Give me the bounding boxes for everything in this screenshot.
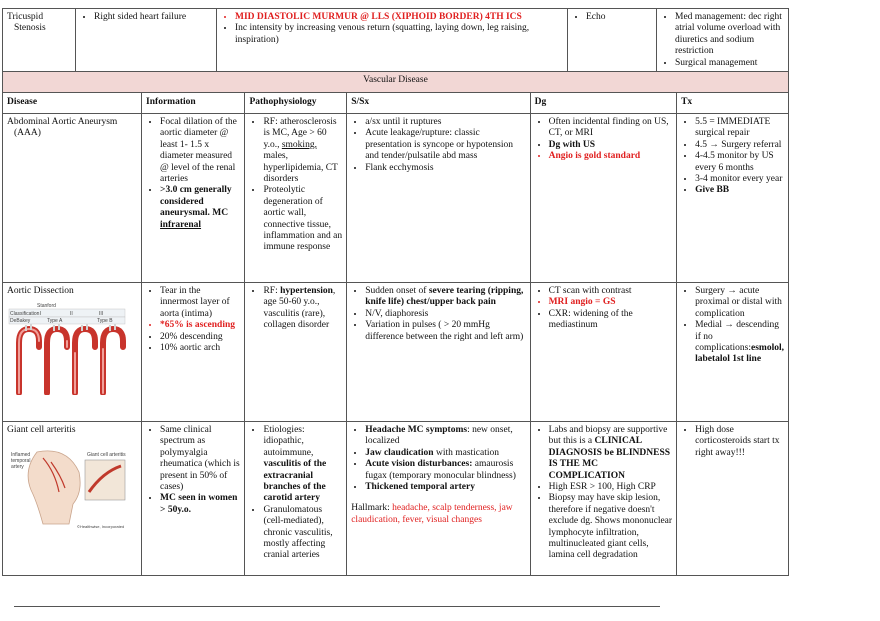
stanford-label: Stanford (37, 303, 56, 310)
dg-cell (530, 422, 676, 576)
debakey-label: DeBakey (10, 318, 31, 325)
dg-text: Labs and biopsy are supportive but this is a (548, 425, 668, 447)
tx-cell (677, 283, 789, 422)
disease-cell (3, 422, 142, 576)
list-item (263, 117, 342, 185)
path-text: RF: (263, 286, 278, 296)
disease-name: Giant cell arteritis (7, 425, 76, 435)
table-row (3, 114, 789, 283)
section-banner-row (3, 72, 789, 93)
type-i-label: I (40, 311, 42, 318)
sx-text: amaurosis fugax (temporary monocular blindness) (365, 459, 516, 481)
header-sx: S/Sx (347, 93, 530, 114)
table-row (3, 422, 789, 576)
path-text: males, hyperlipidemia, CT disorders (263, 151, 338, 184)
list-item: • High dose corticosteroids start tx right away!!! (695, 425, 784, 459)
inflamed-label: Inflamed (11, 452, 31, 459)
dg-cell (568, 9, 657, 73)
list-item: • MC seen in women > 50y.o. (160, 493, 240, 516)
hallmark-label: Hallmark: (351, 503, 390, 514)
list-item: • 4-4.5 monitor by US every 6 months (695, 151, 784, 174)
giant-cell-arteritis-illustration (7, 442, 129, 530)
list-item (695, 320, 784, 366)
disease-abbr: (AAA) (14, 128, 41, 139)
list-item: • High ESR > 100, High CRP (549, 482, 672, 493)
list-item: • Dg with US (549, 140, 672, 151)
sx-bold: Jaw claudication (365, 447, 434, 458)
type-b-label: Type B (97, 318, 113, 325)
disease-name-cont: Stenosis (14, 23, 46, 34)
sx-cell (347, 283, 530, 422)
tx-text: Medial → descending if no complications: (695, 320, 779, 353)
header-dg: Dg (530, 93, 676, 114)
type-iii-label: III (99, 311, 104, 318)
info-underline: infrarenal (160, 219, 202, 230)
list-item: • MRI angio = GS (549, 297, 672, 308)
pathophysiology-cell (245, 283, 347, 422)
disease-name: Aortic Dissection (7, 286, 74, 296)
sx-bold: Headache MC symptoms (365, 425, 468, 435)
header-disease: Disease (3, 93, 142, 114)
list-item: • 10% aortic arch (160, 343, 240, 354)
pathophysiology-cell (245, 114, 347, 283)
list-item: • Med management: dec right atrial volume overload with diuretics and sodium restriction (675, 12, 784, 58)
tx-cell (677, 114, 789, 283)
header-tx: Tx (677, 93, 789, 114)
sx-cell (347, 422, 530, 576)
list-item: • 5.5 = IMMEDIATE surgical repair (695, 117, 784, 140)
list-item: • Often incidental finding on US, CT, or MRI (549, 117, 672, 140)
classification-label: Classification (10, 311, 40, 318)
type-a-label: Type A (47, 318, 63, 325)
list-item: • N/V, diaphoresis (365, 309, 525, 320)
path-text: Etiologies: idiopathic, autoimmune, (263, 425, 314, 458)
section-title: Vascular Disease (3, 72, 789, 93)
list-item: • 4.5 → Surgery referral (695, 140, 784, 151)
info-bold: >3.0 cm generally considered aneurysmal. MC (160, 185, 232, 219)
list-item: • 20% descending (160, 332, 240, 343)
tricuspid-stenosis-table (2, 8, 789, 73)
disease-name: Abdominal Aortic Aneurysm (7, 117, 118, 127)
path-bold: vasculitis of the extracranial branches of the carotid artery (263, 459, 327, 504)
path-bold: hypertension (280, 286, 333, 296)
list-item: • a/sx until it ruptures (365, 117, 525, 128)
sx-text: with mastication (435, 447, 500, 458)
sx-text: : new onset, localized (365, 425, 513, 447)
dg-cell (530, 283, 676, 422)
path-smoking: smoking, (281, 139, 317, 150)
hallmark-text: headache, scalp tenderness, jaw claudication, fever, visual changes (351, 503, 513, 525)
header-row (3, 93, 789, 114)
tx-cell (657, 9, 789, 73)
list-item (263, 425, 342, 505)
dg-bold: CLINICAL DIAGNOSIS be BLINDNESS IS THE MC COMPLICATION (548, 436, 671, 481)
disease-cell (3, 114, 142, 283)
information-cell (142, 283, 245, 422)
artery-label: artery (11, 464, 24, 471)
list-item: • Proteolytic degeneration of aortic wall, connective tissue, inflammation and an immune response (263, 185, 342, 253)
list-item: • Variation in pulses ( > 20 mmHg difference between the right and left arm) (365, 320, 525, 343)
list-item: • Give BB (695, 185, 784, 196)
list-item: • 3-4 monitor every year (695, 174, 784, 185)
list-item: • Flank ecchymosis (365, 163, 525, 174)
list-item: • CT scan with contrast (549, 286, 672, 297)
list-item: • Right sided heart failure (94, 12, 212, 23)
list-item: • Surgery → acute proximal or distal with complication (695, 286, 784, 320)
aortic-dissection-illustration (7, 303, 127, 395)
disease-name: Tricuspid (7, 12, 44, 22)
sx-bold: Acute vision disturbances: (365, 459, 473, 470)
temporal-label: temporal (11, 458, 31, 465)
footer-divider (14, 606, 660, 607)
table-row (3, 283, 789, 422)
header-information: Information (142, 93, 245, 114)
list-item: • Angio is gold standard (549, 151, 672, 162)
sx-bold: severe tearing (ripping, knife life) chest/upper back pain (365, 286, 524, 308)
list-item: • Acute leakage/rupture: classic presentation is syncope or hypotension and tender/pulsatile abd mass (365, 128, 525, 162)
list-item (263, 286, 342, 332)
pathophysiology-cell (245, 422, 347, 576)
copyright-label: ©Healthwise, Incorporated (77, 524, 125, 530)
dg-cell (530, 114, 676, 283)
tx-cell (677, 422, 789, 576)
list-item: • Inc intensity by increasing venous return (squatting, laying down, leg raising, inspiration) (235, 23, 563, 46)
sx-text: Sudden onset of (365, 286, 427, 296)
list-item: • Thickened temporal artery (365, 482, 525, 493)
hallmark-note (351, 503, 525, 526)
list-item: • Same clinical spectrum as polymyalgia rheumatica (which is present in 50% of cases) (160, 425, 240, 493)
list-item (549, 425, 672, 482)
list-item (365, 459, 525, 482)
list-item: • Tear in the innermost layer of aorta (intima) (160, 286, 240, 320)
list-item: • Granulomatous (cell-mediated), chronic vasculitis, mostly affecting cranial arteries (263, 505, 342, 562)
path-text: RF: atherosclerosis is MC, Age > 60 y.o., (263, 117, 337, 150)
list-item: • MID DIASTOLIC MURMUR @ LLS (XIPHOID BORDER) 4TH ICS (235, 12, 563, 23)
inset-title-label: Giant cell arteritis (87, 452, 126, 459)
list-item: • *65% is ascending (160, 320, 240, 331)
information-cell (76, 9, 217, 73)
path-text: , age 50-60 y.o., vasculitis (rare), collagen disorder (263, 286, 336, 331)
disease-cell (3, 283, 142, 422)
table-row (3, 9, 789, 73)
list-item (365, 448, 525, 459)
vascular-disease-table (2, 71, 789, 576)
pathophysiology-cell (217, 9, 568, 73)
list-item (160, 185, 240, 231)
information-cell (142, 422, 245, 576)
disease-cell (3, 9, 76, 73)
list-item: • Surgical management (675, 58, 784, 69)
header-pathophysiology: Pathophysiology (245, 93, 347, 114)
list-item: • Biopsy may have skip lesion, therefore if negative doesn't exclude dg. Shows mononuclear lymphocyte infiltration, multinucleated giant cells, lamina cell degradation (549, 493, 672, 561)
list-item (365, 286, 525, 309)
list-item: • CXR: widening of the mediastinum (549, 309, 672, 332)
list-item: • Echo (586, 12, 652, 23)
information-cell (142, 114, 245, 283)
list-item: • Focal dilation of the aortic diameter @ least 1- 1.5 x diameter measured @ level of the renal arteries (160, 117, 240, 185)
type-ii-label: II (70, 311, 73, 318)
sx-cell (347, 114, 530, 283)
list-item (365, 425, 525, 448)
tx-bold: esmolol, labetalol 1st line (695, 342, 784, 365)
